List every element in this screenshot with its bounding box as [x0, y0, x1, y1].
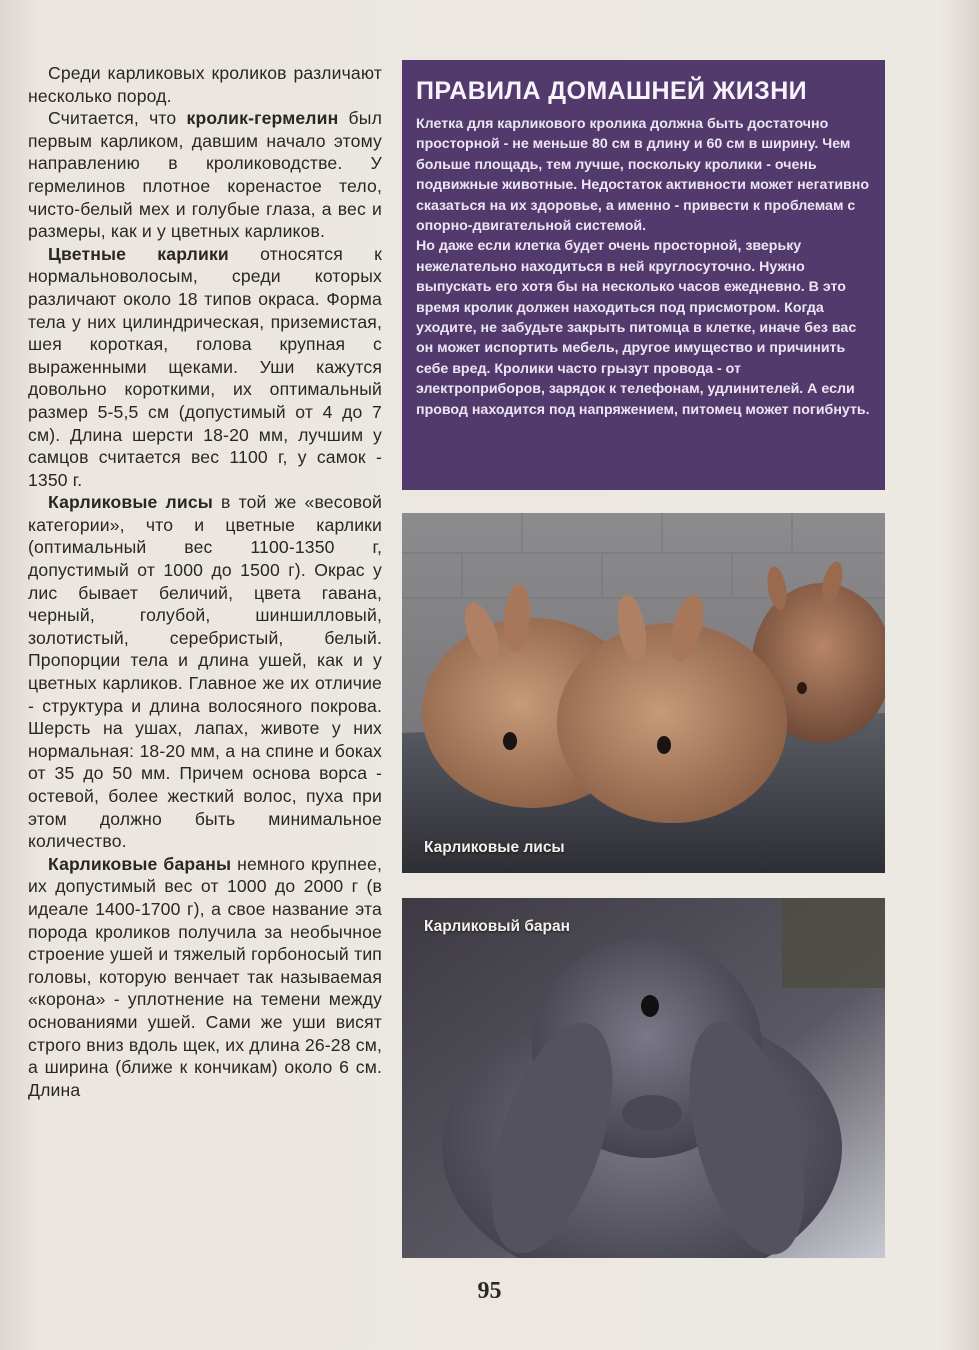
photo-dwarf-lop — [402, 898, 885, 1258]
article-text: относятся к нормальноволосым, среди которых различают около 18 типов окраса. Форма тела у них цилиндрическая, приземистая, шея короткая, голова крупная с выраженными щеками. Уши кажутся довольно короткими, их оптимальный размер 5-5,5 см (допустимый от 4 до 7 см). Длина шерсти 18-20 мм, лучшим у самцов считается вес 1100 г, у самок - 1350 г. — [28, 243, 382, 490]
article-paragraph — [28, 491, 382, 853]
sidebar-paragraph: Но даже если клетка будет очень просторной, зверьку нежелательно находиться в ней круглосуточно. Нужно выпускать его хотя бы на несколько часов ежедневно. В это время кролик должен находиться под присмотром. Когда уходите, не забудьте закрыть питомца в клетке, иначе без вас он может испортить мебель, другое имущество и причинить себе вред. Кролики часто грызут провода - от электроприборов, зарядок к телефонам, удлинителей. А если провод находится под напряжением, питомец может погибнуть. — [416, 238, 870, 418]
photo-caption: Карликовые лисы — [424, 839, 565, 856]
article-text: в той же «весовой категории», что и цветные карлики (оптимальный вес 1100-1350 г, допустимый от 1000 до 1500 г). Окрас у лис бывает беличий, цвета гавана, черный, голубой, шиншилловый, золотистый, серебристый, белый. Пропорции тела и длина ушей, как и у цветных карликов. Главное же их отличие - структура и длина волосяного покрова. Шерсть на ушах, лапах, животе у них нормальная: 18-20 мм, а на спине и боках от 35 до 50 мм. Причем основа ворса - остевой, более жесткий волос, пуха при этом должно быть минимальное количество. — [28, 492, 382, 852]
breed-name-color-dwarf: Цветные карлики — [48, 243, 229, 264]
article-text: немного крупнее, их допустимый вес от 1000 до 2000 г (в идеале 1400-1700 г), а свое название эта порода кроликов получила за необычное строение ушей и тяжелый горбоносый тип головы, которую венчает так называемая «корона» - уплотнение на темени между основаниями ушей. Сами же уши висят строго вниз вдоль щек, их длина 26-28 см, а ширина (ближе к кончикам) около 6 см. Длина — [28, 853, 382, 1100]
photo-caption: Карликовый баран — [424, 918, 570, 935]
page-number: 95 — [477, 1278, 502, 1304]
article-paragraph — [28, 853, 382, 1102]
article-text: Считается, что — [48, 108, 187, 129]
sidebar-title: ПРАВИЛА ДОМАШНЕЙ ЖИЗНИ — [416, 77, 808, 105]
article-text: был первым карликом, давшим начало этому направлению в кролиководстве. У гермелинов плотное коренастое тело, чисто-белый мех и голубые глаза, а вес и размеры, как и у цветных карликов. — [28, 108, 382, 242]
sidebar-paragraph: Клетка для карликового кролика должна быть достаточно просторной - не меньше 80 см в длину и 60 см в ширину. Чем больше площадь, тем лучше, поскольку кролики - очень подвижные животные. Недостаток активности может негативно сказаться на их здоровье, а именно - привести к проблемам с опорно-двигательной системой. — [416, 116, 870, 235]
breed-name-hermelin: кролик-гермелин — [186, 108, 339, 129]
article-paragraph — [28, 243, 382, 492]
article-paragraph — [28, 107, 382, 243]
dwarf-foxes-image — [402, 513, 885, 873]
dwarf-lop-image — [402, 898, 885, 1258]
photo-dwarf-foxes — [402, 513, 885, 873]
article-paragraph — [28, 62, 382, 107]
breed-name-dwarf-fox: Карликовые лисы — [48, 492, 213, 513]
article-text: Среди карликовых кроликов различают несколько пород. — [28, 63, 382, 106]
article-column — [28, 62, 382, 1101]
breed-name-dwarf-lop: Карликовые бараны — [48, 853, 232, 874]
rules-sidebar — [402, 60, 885, 490]
